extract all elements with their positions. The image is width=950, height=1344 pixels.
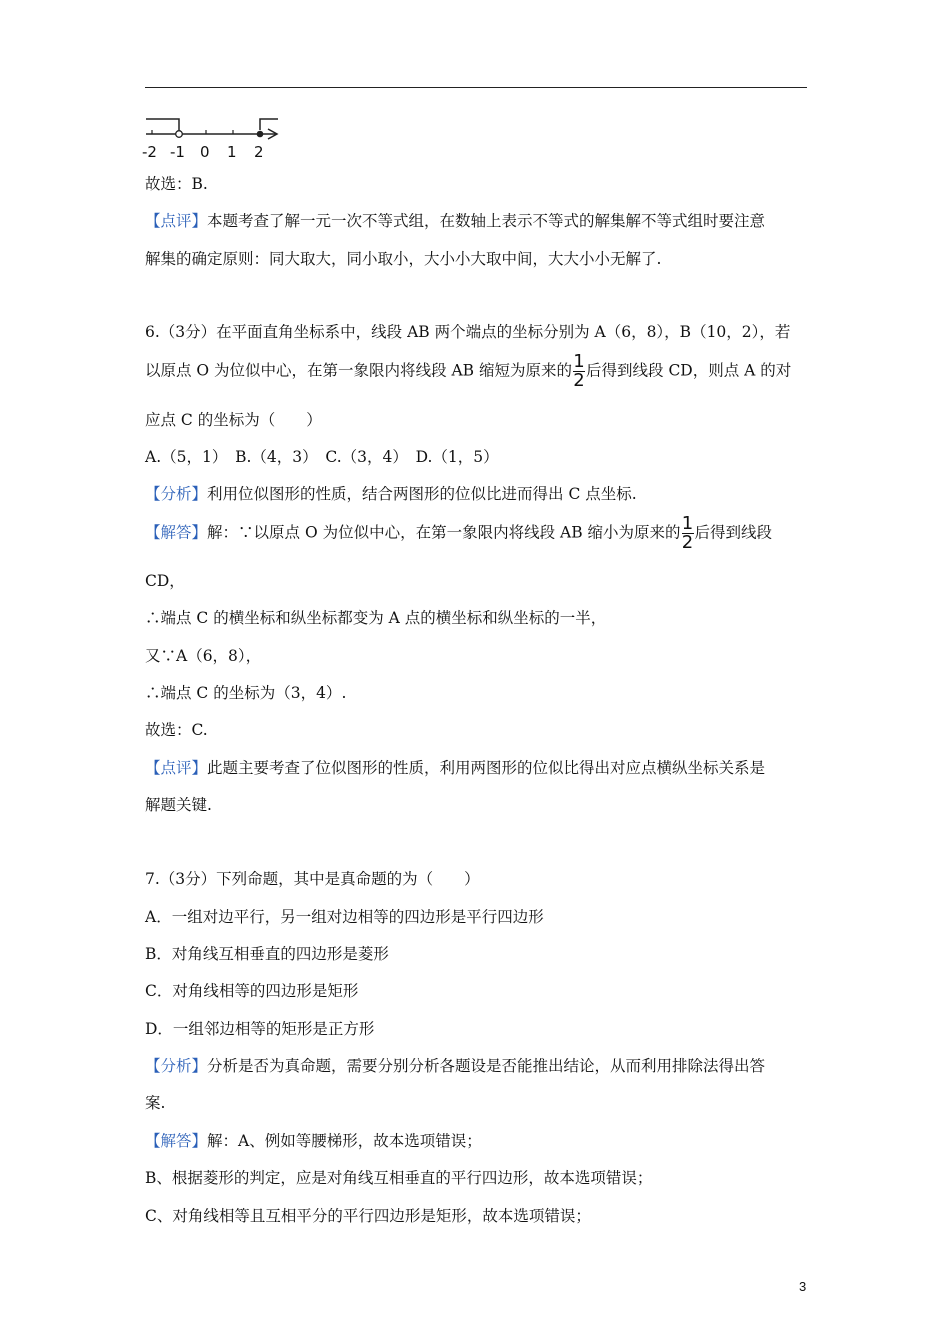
comment-line: 【点评】本题考查了解一元一次不等式组，在数轴上表示不等式的解集解不等式组时要注意 (145, 212, 766, 230)
solution-tag: 【解答】 (145, 1132, 208, 1150)
tick-label: -1 (170, 143, 185, 161)
solution-step: C、对角线相等且互相平分的平行四边形是矩形，故本选项错误； (145, 1207, 591, 1225)
analysis-tag: 【分析】 (145, 1057, 208, 1075)
comment-line-2: 解集的确定原则：同大取大，同小取小，大小小大取中间，大大小小无解了. (145, 250, 662, 268)
analysis-line-2: 案. (145, 1094, 166, 1112)
answer-line: 故选：C. (145, 721, 208, 739)
tick-label: 2 (254, 143, 264, 161)
solution-line: 【解答】解：∵以原点 O 为位似中心，在第一象限内将线段 AB 缩小为原来的 $\frac{1}{2}$ 后得到线段 (145, 513, 773, 553)
solution-step: ∴端点 C 的坐标为（3，4）. (145, 684, 347, 702)
option-b: B．对角线互相垂直的四边形是菱形 (145, 945, 389, 963)
tick-label: 0 (200, 143, 210, 161)
solution-step: B、根据菱形的判定，应是对角线互相垂直的平行四边形，故本选项错误； (145, 1169, 653, 1187)
comment-tag: 【点评】 (145, 759, 208, 777)
analysis-line: 【分析】利用位似图形的性质，结合两图形的位似比进而得出 C 点坐标. (145, 485, 637, 503)
page-number: 3 (799, 1279, 807, 1294)
question-6-options: A.（5，1） B.（4，3） C.（3，4） D.（1，5） (145, 448, 499, 466)
tick-label: -2 (142, 143, 157, 161)
option-d: D．一组邻边相等的矩形是正方形 (145, 1020, 375, 1038)
header-rule (145, 87, 807, 88)
question-6-stem-3: 应点 C 的坐标为（ ） (145, 411, 322, 429)
analysis-line: 【分析】分析是否为真命题，需要分别分析各题设是否能推出结论，从而利用排除法得出答 (145, 1057, 766, 1075)
solution-step: 又∵A（6，8）， (145, 647, 262, 665)
solution-line-2: CD， (145, 572, 185, 590)
comment-tag: 【点评】 (145, 212, 208, 230)
fraction-one-half: $\frac{1}{2}$ (573, 351, 585, 391)
solution-tag: 【解答】 (145, 523, 208, 542)
fraction-one-half: $\frac{1}{2}$ (681, 513, 694, 553)
answer-line: 故选：B. (145, 175, 208, 193)
tick-label: 1 (227, 143, 237, 161)
solution-step: ∴端点 C 的横坐标和纵坐标都变为 A 点的横坐标和纵坐标的一半， (145, 609, 607, 627)
option-c: C．对角线相等的四边形是矩形 (145, 982, 359, 1000)
comment-line: 【点评】此题主要考查了位似图形的性质，利用两图形的位似比得出对应点横纵坐标关系是 (145, 759, 766, 777)
question-7-stem: 7.（3分）下列命题，其中是真命题的为（ ） (145, 870, 480, 888)
question-6-stem-2: 以原点 O 为位似中心，在第一象限内将线段 AB 缩短为原来的 $\frac{1}{2}$ 后得到线段 CD，则点 A 的对 (145, 351, 792, 391)
option-a: A．一组对边平行，另一组对边相等的四边形是平行四边形 (145, 908, 544, 926)
question-6-stem: 6.（3分）在平面直角坐标系中，线段 AB 两个端点的坐标分别为 A（6，8），B（10，2），若 (145, 323, 791, 341)
analysis-tag: 【分析】 (145, 485, 208, 503)
solution-line: 【解答】解：A、例如等腰梯形，故本选项错误； (145, 1132, 482, 1150)
number-line-figure (140, 114, 290, 164)
comment-line-2: 解题关键. (145, 796, 212, 814)
